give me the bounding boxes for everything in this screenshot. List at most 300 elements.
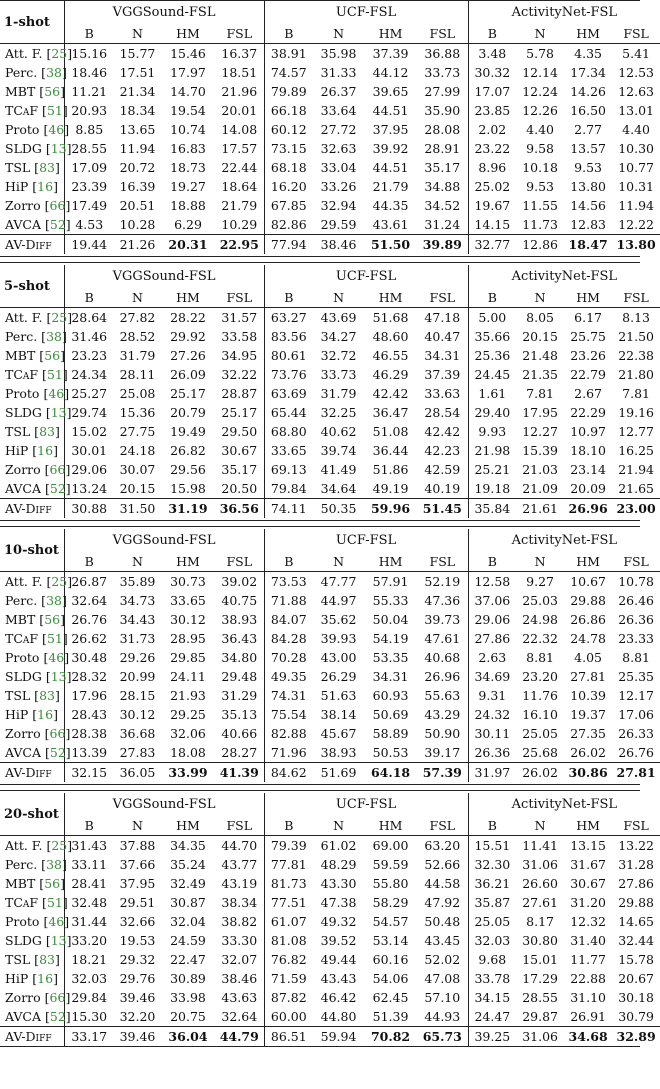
- table-cell: 34.35: [161, 836, 215, 856]
- table-cell: 61.07: [270, 914, 307, 929]
- table-cell: 44.80: [320, 1009, 357, 1024]
- method-name: MBT [56]: [0, 874, 64, 893]
- table-cell: 29.84: [71, 990, 108, 1005]
- metric-header: B: [487, 25, 497, 41]
- table-cell: 53.35: [372, 650, 409, 665]
- citation-link[interactable]: 83: [39, 688, 55, 703]
- table-cell: 22.79: [570, 367, 606, 382]
- table-cell: 33.98: [170, 990, 206, 1005]
- table-cell: 37.39: [417, 365, 468, 384]
- dataset-header: VGGSound-FSL: [64, 793, 264, 815]
- table-cell: 13.15: [564, 836, 612, 856]
- table-cell: 43.63: [215, 988, 264, 1007]
- table-cell: 30.80: [522, 933, 558, 948]
- table-cell: 29.87: [522, 1009, 558, 1024]
- table-cell: 23.23: [71, 348, 108, 363]
- table-cell: 31.50: [114, 499, 161, 519]
- table-cell: 64.18: [364, 763, 417, 783]
- table-cell: 51.08: [372, 424, 409, 439]
- table-cell: 28.27: [215, 743, 264, 763]
- table-cell: 26.37: [320, 84, 357, 99]
- table-cell: 17.09: [71, 160, 108, 175]
- citation-link[interactable]: 25: [51, 838, 68, 853]
- table-cell: 23.22: [474, 141, 511, 156]
- table-cell: 44.93: [417, 1007, 468, 1027]
- block-separator: [0, 784, 640, 791]
- table-cell: 73.15: [270, 141, 307, 156]
- citation-link[interactable]: 13: [50, 141, 67, 156]
- table-cell: 82.88: [270, 726, 307, 741]
- metric-header: HM: [378, 25, 403, 41]
- table-cell: 40.66: [215, 724, 264, 743]
- table-cell: 25.75: [570, 329, 606, 344]
- table-cell: 20.93: [71, 103, 108, 118]
- metric-header: N: [132, 553, 143, 569]
- table-row: [0, 705, 660, 724]
- citation-link[interactable]: 13: [50, 405, 67, 420]
- table-cell: 12.14: [522, 65, 558, 80]
- metric-header: FSL: [417, 815, 468, 836]
- table-cell: 20.31: [161, 235, 215, 255]
- table-cell: 29.40: [474, 405, 511, 420]
- metric-header: B: [487, 817, 497, 833]
- metric-header: N: [534, 25, 546, 41]
- table-cell: 14.15: [474, 217, 511, 232]
- metric-header: N: [333, 289, 345, 305]
- dataset-header: UCF-FSL: [264, 1, 468, 23]
- table-cell: 14.65: [618, 914, 654, 929]
- table-row: [0, 215, 660, 235]
- table-cell: 18.10: [570, 443, 606, 458]
- table-cell: 21.50: [618, 329, 654, 344]
- table-cell: 28.08: [417, 120, 468, 139]
- table-cell: 30.87: [170, 895, 206, 910]
- table-cell: 31.67: [570, 857, 606, 872]
- table-cell: 13.80: [612, 235, 660, 255]
- table-cell: 24.18: [119, 443, 156, 458]
- method-name: SLDG [13]: [0, 931, 64, 950]
- table-row: [0, 610, 660, 629]
- table-cell: 20.09: [570, 481, 606, 496]
- citation-link[interactable]: 83: [39, 160, 55, 175]
- table-cell: 28.64: [64, 308, 114, 328]
- table-cell: 29.88: [618, 895, 654, 910]
- table-cell: 27.61: [522, 895, 558, 910]
- citation-link[interactable]: 38: [46, 593, 62, 608]
- table-cell: 36.05: [114, 763, 161, 783]
- citation-link[interactable]: 46: [48, 650, 65, 665]
- table-cell: 10.30: [618, 141, 654, 156]
- table-cell: 32.07: [215, 950, 264, 969]
- citation-link[interactable]: 83: [39, 424, 55, 439]
- table-cell: 51.68: [364, 308, 417, 328]
- table-cell: 2.77: [574, 122, 603, 137]
- method-name: Att. F. [25]: [0, 836, 64, 856]
- citation-link[interactable]: 38: [46, 857, 62, 872]
- table-cell: 15.16: [64, 44, 114, 64]
- table-cell: 20.99: [119, 669, 156, 684]
- table-cell: 8.17: [526, 914, 555, 929]
- table-cell: 17.06: [618, 707, 654, 722]
- table-row: [0, 836, 660, 856]
- table-cell: 31.73: [119, 631, 156, 646]
- table-cell: 2.67: [574, 386, 603, 401]
- table-cell: 61.02: [313, 836, 364, 856]
- table-cell: 42.42: [417, 422, 468, 441]
- table-cell: 22.29: [570, 405, 606, 420]
- table-cell: 32.49: [170, 876, 206, 891]
- table-cell: 43.45: [417, 931, 468, 950]
- table-cell: 13.24: [71, 481, 108, 496]
- metric-header: HM: [176, 25, 200, 41]
- table-cell: 30.48: [71, 650, 108, 665]
- citation-link[interactable]: 83: [39, 952, 55, 967]
- citation-link[interactable]: 51: [46, 631, 63, 646]
- table-cell: 51.69: [313, 763, 364, 783]
- citation-link[interactable]: 25: [51, 574, 68, 589]
- table-cell: 23.14: [570, 462, 606, 477]
- table-cell: 12.17: [618, 688, 654, 703]
- table-row-ours: [0, 499, 660, 519]
- table-cell: 30.67: [215, 441, 264, 460]
- table-cell: 16.37: [215, 44, 264, 64]
- table-cell: 13.80: [570, 179, 606, 194]
- metric-header: HM: [176, 289, 200, 305]
- table-cell: 36.43: [215, 629, 264, 648]
- citation-link[interactable]: 38: [46, 65, 62, 80]
- table-cell: 47.61: [417, 629, 468, 648]
- table-cell: 39.46: [114, 1027, 161, 1047]
- table-cell: 63.69: [270, 386, 307, 401]
- table-cell: 14.26: [570, 84, 606, 99]
- citation-link[interactable]: 46: [48, 386, 65, 401]
- table-cell: 28.55: [522, 990, 558, 1005]
- table-cell: 26.96: [417, 667, 468, 686]
- table-cell: 21.96: [215, 82, 264, 101]
- table-cell: 27.81: [612, 763, 660, 783]
- method-name: AV-Diff: [0, 499, 64, 519]
- table-row: [0, 139, 660, 158]
- table-cell: 32.89: [612, 1027, 660, 1047]
- table-cell: 4.35: [564, 44, 612, 64]
- table-cell: 30.11: [474, 726, 511, 741]
- table-cell: 40.19: [417, 479, 468, 499]
- table-cell: 27.81: [570, 669, 606, 684]
- table-cell: 36.47: [372, 405, 409, 420]
- table-cell: 10.29: [215, 215, 264, 235]
- table-cell: 34.68: [564, 1027, 612, 1047]
- method-name: Att. F. [25]: [0, 572, 64, 592]
- table-cell: 27.35: [570, 726, 606, 741]
- table-cell: 19.44: [64, 235, 114, 255]
- table-cell: 24.32: [474, 707, 511, 722]
- table-cell: 31.28: [618, 857, 654, 872]
- method-name: HiP [16]: [0, 705, 64, 724]
- table-cell: 28.52: [119, 329, 156, 344]
- table-cell: 57.39: [417, 763, 468, 783]
- table-cell: 30.12: [170, 612, 206, 627]
- table-cell: 26.96: [564, 499, 612, 519]
- table-cell: 26.87: [64, 572, 114, 592]
- table-cell: 53.14: [372, 933, 409, 948]
- table-cell: 34.69: [474, 669, 511, 684]
- table-cell: 40.68: [417, 648, 468, 667]
- table-cell: 49.44: [320, 952, 357, 967]
- table-cell: 22.95: [215, 235, 264, 255]
- method-name: HiP [16]: [0, 441, 64, 460]
- table-cell: 29.92: [170, 329, 206, 344]
- citation-link[interactable]: 51: [46, 367, 63, 382]
- table-cell: 24.78: [570, 631, 606, 646]
- citation-link[interactable]: 46: [48, 914, 65, 929]
- table-cell: 9.53: [574, 160, 603, 175]
- table-cell: 30.89: [170, 971, 206, 986]
- dataset-header: VGGSound-FSL: [64, 1, 264, 23]
- citation-link[interactable]: 56: [44, 612, 61, 627]
- table-cell: 8.81: [526, 650, 555, 665]
- table-cell: 24.59: [170, 933, 206, 948]
- table-cell: 25.08: [119, 386, 156, 401]
- citation-link[interactable]: 56: [44, 348, 61, 363]
- table-cell: 35.66: [474, 329, 511, 344]
- metric-header: HM: [378, 289, 403, 305]
- table-cell: 84.28: [270, 631, 307, 646]
- table-cell: 25.02: [474, 179, 511, 194]
- table-cell: 10.78: [612, 572, 660, 592]
- table-cell: 55.33: [372, 593, 409, 608]
- table-cell: 25.05: [522, 726, 558, 741]
- table-row: [0, 950, 660, 969]
- table-cell: 20.72: [119, 160, 156, 175]
- method-name: Zorro [66]: [0, 460, 64, 479]
- table-cell: 18.21: [71, 952, 108, 967]
- table-cell: 10.28: [119, 217, 156, 232]
- table-cell: 33.58: [215, 327, 264, 346]
- table-cell: 60.93: [372, 688, 409, 703]
- method-name: AVCA [52]: [0, 743, 64, 763]
- table-cell: 20.01: [215, 101, 264, 120]
- table-cell: 32.03: [71, 971, 108, 986]
- block-separator: [0, 520, 640, 527]
- citation-link[interactable]: 13: [50, 669, 67, 684]
- table-cell: 36.68: [119, 726, 156, 741]
- method-name: HiP [16]: [0, 969, 64, 988]
- table-cell: 30.18: [618, 990, 654, 1005]
- table-cell: 79.39: [264, 836, 313, 856]
- metric-header: HM: [378, 553, 403, 569]
- table-cell: 33.78: [474, 971, 511, 986]
- table-cell: 25.36: [474, 348, 511, 363]
- citation-link[interactable]: 66: [49, 990, 66, 1005]
- table-cell: 34.27: [320, 329, 357, 344]
- table-cell: 2.02: [478, 122, 507, 137]
- table-cell: 29.88: [570, 593, 606, 608]
- table-row: [0, 667, 660, 686]
- table-cell: 43.77: [215, 855, 264, 874]
- table-cell: 8.13: [612, 308, 660, 328]
- dataset-header: UCF-FSL: [264, 529, 468, 551]
- table-cell: 46.55: [372, 348, 409, 363]
- table-cell: 19.27: [170, 179, 206, 194]
- table-cell: 8.05: [516, 308, 564, 328]
- table-row-ours: [0, 235, 660, 255]
- citation-link[interactable]: 16: [37, 443, 54, 458]
- table-cell: 69.13: [270, 462, 307, 477]
- table-cell: 21.65: [618, 481, 654, 496]
- table-cell: 19.37: [570, 707, 606, 722]
- table-cell: 9.58: [526, 141, 555, 156]
- table-cell: 10.77: [618, 160, 654, 175]
- table-cell: 38.14: [320, 707, 357, 722]
- citation-link[interactable]: 52: [49, 1009, 66, 1024]
- table-cell: 32.48: [71, 895, 108, 910]
- citation-link[interactable]: 52: [49, 217, 66, 232]
- citation-link[interactable]: 46: [48, 122, 65, 137]
- metric-header: HM: [576, 289, 600, 305]
- table-cell: 19.53: [119, 933, 156, 948]
- table-cell: 35.87: [474, 895, 511, 910]
- table-cell: 75.54: [270, 707, 307, 722]
- table-cell: 21.35: [522, 367, 558, 382]
- table-cell: 28.54: [417, 403, 468, 422]
- table-cell: 68.18: [270, 160, 307, 175]
- method-name: MBT [56]: [0, 82, 64, 101]
- citation-link[interactable]: 51: [46, 895, 63, 910]
- table-cell: 63.20: [417, 836, 468, 856]
- table-cell: 33.17: [64, 1027, 114, 1047]
- table-row: [0, 308, 660, 328]
- table-cell: 32.15: [64, 763, 114, 783]
- table-cell: 26.02: [516, 763, 564, 783]
- table-cell: 26.76: [618, 745, 654, 760]
- table-cell: 17.57: [215, 139, 264, 158]
- table-cell: 8.85: [75, 122, 104, 137]
- method-name: TCaF [51]: [0, 101, 64, 120]
- table-cell: 9.31: [478, 688, 507, 703]
- table-cell: 25.27: [71, 386, 108, 401]
- method-name: AV-Diff: [0, 1027, 64, 1047]
- table-cell: 58.89: [372, 726, 409, 741]
- table-cell: 27.82: [114, 308, 161, 328]
- table-cell: 84.62: [264, 763, 313, 783]
- table-cell: 18.47: [564, 235, 612, 255]
- citation-link[interactable]: 38: [46, 329, 62, 344]
- table-cell: 73.76: [270, 367, 307, 382]
- table-cell: 33.30: [215, 931, 264, 950]
- metric-header: N: [333, 25, 345, 41]
- table-cell: 4.53: [75, 217, 104, 232]
- table-cell: 32.63: [320, 141, 357, 156]
- dataset-header: ActivityNet-FSL: [511, 532, 618, 548]
- table-cell: 15.51: [468, 836, 516, 856]
- citation-link[interactable]: 56: [44, 876, 61, 891]
- table-row: [0, 460, 660, 479]
- method-name: Zorro [66]: [0, 988, 64, 1007]
- table-cell: 5.41: [612, 44, 660, 64]
- table-cell: 4.40: [622, 122, 651, 137]
- table-cell: 73.53: [264, 572, 313, 592]
- table-row: [0, 63, 660, 82]
- table-cell: 11.55: [522, 198, 558, 213]
- table-cell: 8.96: [478, 160, 507, 175]
- table-cell: 30.86: [564, 763, 612, 783]
- method-name: Perc. [38]: [0, 591, 64, 610]
- table-cell: 29.26: [119, 650, 156, 665]
- table-cell: 28.91: [417, 139, 468, 158]
- table-cell: 33.65: [170, 593, 206, 608]
- table-cell: 5.00: [468, 308, 516, 328]
- table-cell: 83.56: [270, 329, 307, 344]
- table-cell: 14.56: [570, 198, 606, 213]
- dataset-header: VGGSound-FSL: [64, 529, 264, 551]
- dataset-header: VGGSound-FSL: [64, 265, 264, 287]
- table-cell: 36.21: [474, 876, 511, 891]
- table-cell: 29.59: [320, 217, 357, 232]
- table-cell: 20.79: [170, 405, 206, 420]
- citation-link[interactable]: 66: [49, 726, 66, 741]
- table-cell: 43.69: [313, 308, 364, 328]
- method-name: MBT [56]: [0, 610, 64, 629]
- method-name: Perc. [38]: [0, 855, 64, 874]
- citation-link[interactable]: 52: [49, 745, 66, 760]
- table-cell: 39.93: [320, 631, 357, 646]
- table-cell: 17.34: [570, 65, 606, 80]
- citation-link[interactable]: 56: [44, 84, 61, 99]
- table-cell: 5.78: [516, 44, 564, 64]
- table-cell: 44.12: [372, 65, 409, 80]
- table-cell: 74.31: [270, 688, 307, 703]
- method-name: SLDG [13]: [0, 139, 64, 158]
- method-name: Perc. [38]: [0, 327, 64, 346]
- citation-link[interactable]: 16: [37, 971, 54, 986]
- table-cell: 27.83: [119, 745, 156, 760]
- citation-link[interactable]: 16: [37, 179, 54, 194]
- citation-link[interactable]: 51: [46, 103, 63, 118]
- table-cell: 15.77: [114, 44, 161, 64]
- citation-link[interactable]: 66: [49, 198, 66, 213]
- table-cell: 22.32: [522, 631, 558, 646]
- table-cell: 25.05: [474, 914, 511, 929]
- table-cell: 35.62: [320, 612, 357, 627]
- table-cell: 11.41: [516, 836, 564, 856]
- metric-header: N: [333, 817, 345, 833]
- citation-link[interactable]: 16: [37, 707, 54, 722]
- citation-link[interactable]: 52: [49, 481, 66, 496]
- citation-link[interactable]: 13: [50, 933, 67, 948]
- citation-link[interactable]: 25: [51, 46, 68, 61]
- table-cell: 20.67: [618, 971, 654, 986]
- method-name: Att. F. [25]: [0, 308, 64, 328]
- method-name: Perc. [38]: [0, 63, 64, 82]
- metric-header: FSL: [417, 551, 468, 572]
- table-cell: 43.30: [320, 876, 357, 891]
- table-cell: 39.25: [468, 1027, 516, 1047]
- table-cell: 60.12: [270, 122, 307, 137]
- method-name: TCaF [51]: [0, 629, 64, 648]
- method-name: SLDG [13]: [0, 403, 64, 422]
- citation-link[interactable]: 66: [49, 462, 66, 477]
- table-cell: 33.65: [270, 443, 307, 458]
- table-row: [0, 384, 660, 403]
- table-cell: 70.82: [364, 1027, 417, 1047]
- table-cell: 32.03: [474, 933, 511, 948]
- table-cell: 31.19: [161, 499, 215, 519]
- table-cell: 48.29: [320, 857, 357, 872]
- method-name: Att. F. [25]: [0, 44, 64, 64]
- citation-link[interactable]: 25: [51, 310, 68, 325]
- table-cell: 8.81: [622, 650, 651, 665]
- table-cell: 22.88: [570, 971, 606, 986]
